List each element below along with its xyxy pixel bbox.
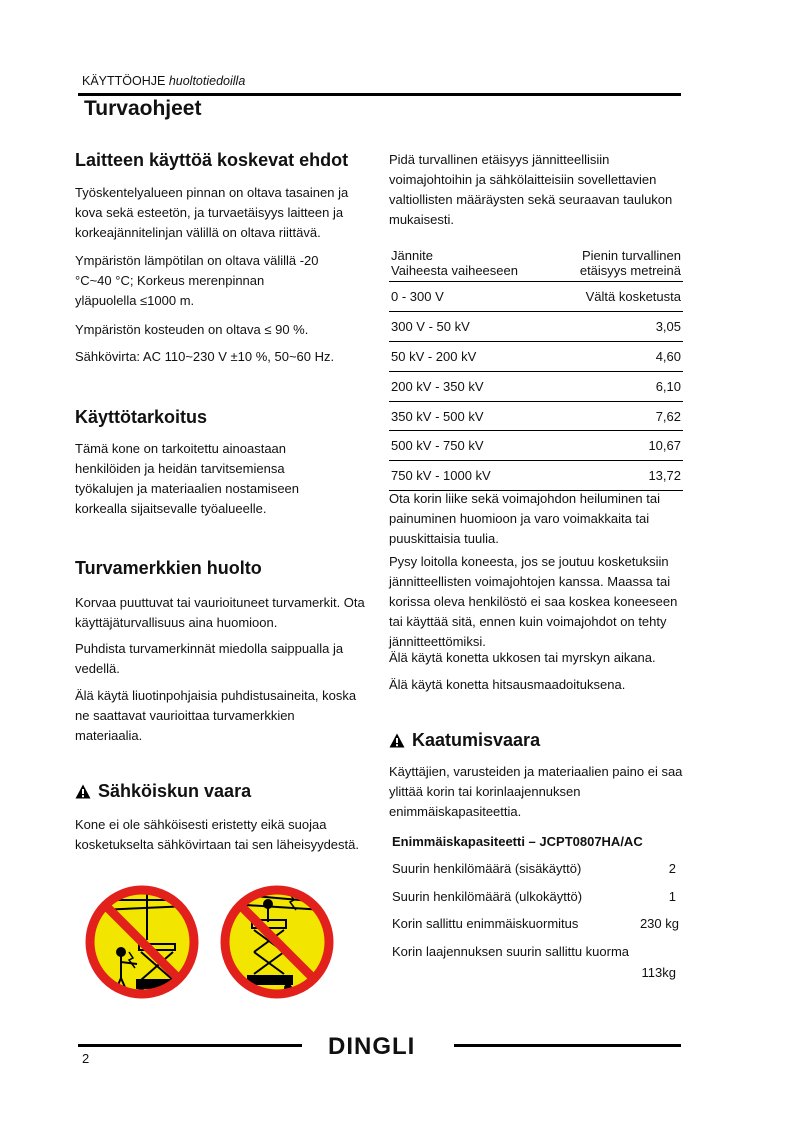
- table-cell-distance: 10,67: [552, 431, 683, 461]
- section-heading-electrocution: Sähköiskun vaara: [75, 781, 251, 802]
- table-cell-distance: 4,60: [552, 341, 683, 371]
- capacity-row: [392, 861, 682, 876]
- capacity-label: Korin laajennuksen suurin sallittu kuorma: [392, 944, 630, 959]
- table-cell-voltage: 50 kV - 200 kV: [389, 341, 552, 371]
- capacity-label: Korin sallittu enimmäiskuormitus: [392, 916, 579, 931]
- capacity-row: [392, 916, 682, 931]
- table-header-voltage: Jännite Vaiheesta vaiheeseen: [389, 238, 552, 282]
- table-row: [389, 311, 683, 341]
- section-heading-operating-conditions: Laitteen käyttöä koskevat ehdot: [75, 150, 349, 170]
- capacity-title: Enimmäiskapasiteetti – JCPT0807HA/AC: [392, 834, 643, 849]
- no-contact-ground-sign-icon: [77, 880, 207, 1005]
- table-row: [389, 282, 683, 312]
- section-heading-tip-over: Kaatumisvaara: [389, 730, 540, 751]
- table-cell-distance: 3,05: [552, 311, 683, 341]
- document-label: KÄYTTÖOHJE huoltotiedoilla: [82, 74, 246, 88]
- no-contact-platform-sign-icon: [212, 880, 342, 1005]
- table-row: [389, 341, 683, 371]
- paragraph: Älä käytä liuotinpohjaisia puhdistusaineita, koska ne saattavat vaurioittaa turvamerkkien materiaalia.: [75, 688, 357, 743]
- paragraph: Korvaa puuttuvat tai vaurioituneet turvamerkit. Ota käyttäjäturvallisuus aina huomioon.: [75, 595, 365, 630]
- table-cell-voltage: 200 kV - 350 kV: [389, 371, 552, 401]
- table-cell-voltage: 0 - 300 V: [389, 282, 552, 312]
- table-header-distance: Pienin turvallinen etäisyys metreinä: [552, 238, 683, 282]
- header-rule: [78, 93, 681, 96]
- warning-triangle-icon: [389, 733, 405, 748]
- page-number: 2: [82, 1051, 90, 1066]
- table-row: [389, 461, 683, 491]
- section-heading-intended-use: Käyttötarkoitus: [75, 407, 208, 427]
- paragraph: Ota korin liike sekä voimajohdon heiluminen tai painuminen huomioon ja varo voimakkaita tai puuskittaisia tuulia.: [389, 491, 660, 546]
- paragraph: Ympäristön kosteuden on oltava ≤ 90 %.: [75, 322, 309, 337]
- section-heading-safety-signs: Turvamerkkien huolto: [75, 558, 262, 578]
- paragraph: Kone ei ole sähköisesti eristetty eikä suojaa kosketukselta sähkövirtaan tai sen läheisyydestä.: [75, 817, 359, 852]
- table-cell-distance: 13,72: [552, 461, 683, 491]
- intro-paragraph: Pidä turvallinen etäisyys jännitteellisiin voimajohtoihin ja sähkölaitteisiin sovellettavien valtiollisten määräysten sekä seuraavan taulukon mukaisesti.: [389, 152, 673, 227]
- paragraph: Tämä kone on tarkoitettu ainoastaan henkilöiden ja heidän tarvitsemiensa työkalujen ja materiaalien nostamiseen korkealla sijaitsevalle työalueelle.: [75, 441, 300, 516]
- capacity-label: Suurin henkilömäärä (sisäkäyttö): [392, 861, 582, 876]
- capacity-value: 2: [668, 861, 676, 876]
- table-cell-distance: 6,10: [552, 371, 683, 401]
- table-cell-voltage: 350 kV - 500 kV: [389, 401, 552, 431]
- capacity-value: 113kg: [641, 965, 676, 980]
- table-cell-voltage: 750 kV - 1000 kV: [389, 461, 552, 491]
- table-cell-distance: 7,62: [552, 401, 683, 431]
- table-row: [389, 431, 683, 461]
- footer-rule-right: [454, 1044, 681, 1047]
- table-cell-voltage: 300 V - 50 kV: [389, 311, 552, 341]
- paragraph: Puhdista turvamerkinnät miedolla saippualla ja vedellä.: [75, 641, 344, 676]
- capacity-label: Suurin henkilömäärä (ulkokäyttö): [392, 889, 583, 904]
- page-title: Turvaohjeet: [84, 97, 202, 120]
- capacity-row: [392, 944, 682, 984]
- dingli-logo: DINGLI: [328, 1033, 416, 1060]
- paragraph: Pysy loitolla koneesta, jos se joutuu kosketuksiin jännitteellisten voimajohtojen kanssa. Maassa tai korissa oleva henkilöstö ei saa koskea koneeseen tai käyttää sitä, ennen kuin voimajohdot on tehty jännitteettömiksi.: [389, 554, 678, 649]
- paragraph: Käyttäjien, varusteiden ja materiaalien paino ei saa ylittää korin tai korinlaajennuksen enimmäiskapasiteettia.: [389, 764, 683, 819]
- table-cell-distance: Vältä kosketusta: [552, 282, 683, 312]
- table-row: [389, 401, 683, 431]
- table-row: [389, 371, 683, 401]
- table-header-row: [389, 238, 683, 282]
- capacity-value: 230 kg: [639, 916, 679, 931]
- table-cell-voltage: 500 kV - 750 kV: [389, 431, 552, 461]
- paragraph: Ympäristön lämpötilan on oltava välillä -20 °C~40 °C; Korkeus merenpinnan yläpuolella ≤1000 m.: [75, 253, 319, 308]
- warning-triangle-icon: [75, 784, 91, 799]
- capacity-row: [392, 889, 682, 904]
- paragraph: Sähkövirta: AC 110~230 V ±10 %, 50~60 Hz.: [75, 349, 335, 364]
- paragraph: Älä käytä konetta hitsausmaadoituksena.: [389, 677, 626, 692]
- paragraph: Työskentelyalueen pinnan on oltava tasainen ja kova sekä esteetön, ja turvaetäisyys laitteen ja korkeajännitelinjan välillä on oltava riittävä.: [75, 185, 349, 240]
- footer-rule-left: [78, 1044, 302, 1047]
- capacity-value: 1: [668, 889, 676, 904]
- distance-table: [389, 238, 683, 491]
- paragraph: Älä käytä konetta ukkosen tai myrskyn aikana.: [389, 650, 656, 665]
